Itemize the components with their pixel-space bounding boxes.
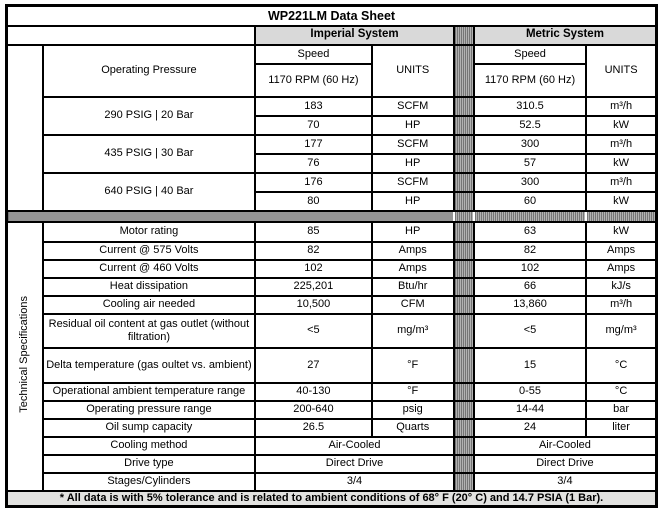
pressure-row-label: 640 PSIG | 40 Bar: [43, 173, 256, 211]
spec-param: Operational ambient temperature range: [43, 383, 256, 401]
unit-cell: kW: [586, 192, 656, 211]
value-cell: 80: [255, 192, 371, 211]
unit-cell: HP: [372, 192, 454, 211]
value-cell: 300: [474, 173, 586, 192]
section-divider-band: [454, 211, 474, 222]
spec-unit: Amps: [586, 242, 656, 260]
pressure-row-label: 290 PSIG | 20 Bar: [43, 97, 256, 135]
column-divider: [454, 154, 474, 173]
imperial-rpm-label: 1170 RPM (60 Hz): [255, 64, 371, 97]
metric-speed-label: Speed: [474, 45, 586, 64]
spec-unit: Btu/hr: [372, 278, 454, 296]
technical-specifications-text: Technical Specifications: [18, 295, 31, 413]
column-divider: [454, 26, 474, 45]
data-sheet-table: [5, 4, 658, 508]
column-divider: [454, 260, 474, 278]
unit-cell: SCFM: [372, 97, 454, 116]
column-divider: [454, 314, 474, 348]
unit-cell: m³/h: [586, 173, 656, 192]
spec-value: 15: [474, 348, 586, 383]
spec-value: 40-130: [255, 383, 371, 401]
section-divider-band: [7, 211, 454, 222]
spec-value: 13,860: [474, 296, 586, 314]
unit-cell: kW: [586, 116, 656, 135]
metric-rpm-label: 1170 RPM (60 Hz): [474, 64, 586, 97]
spec-value: 225,201: [255, 278, 371, 296]
column-divider: [454, 296, 474, 314]
spec-param: Cooling method: [43, 437, 256, 455]
merged-value: Direct Drive: [474, 455, 657, 473]
imperial-system-header: Imperial System: [255, 26, 454, 45]
spec-value: 10,500: [255, 296, 371, 314]
spec-unit: °F: [372, 348, 454, 383]
spec-unit: liter: [586, 419, 656, 437]
value-cell: 177: [255, 135, 371, 154]
spec-value: 82: [255, 242, 371, 260]
unit-cell: HP: [372, 116, 454, 135]
spec-param: Delta temperature (gas oultet vs. ambient): [43, 348, 256, 383]
unit-cell: SCFM: [372, 173, 454, 192]
value-cell: 60: [474, 192, 586, 211]
spec-value: 27: [255, 348, 371, 383]
column-divider: [454, 278, 474, 296]
spec-param: Current @ 575 Volts: [43, 242, 256, 260]
column-divider: [454, 97, 474, 116]
spec-param: Residual oil content at gas outlet (without filtration): [43, 314, 256, 348]
column-divider: [454, 192, 474, 211]
column-divider: [454, 419, 474, 437]
unit-cell: m³/h: [586, 97, 656, 116]
spec-unit: m³/h: [586, 296, 656, 314]
unit-cell: SCFM: [372, 135, 454, 154]
spec-unit: bar: [586, 401, 656, 419]
footnote: * All data is with 5% tolerance and is related to ambient conditions of 68° F (20° C) and 14.7 PSIA (1 Bar).: [7, 491, 657, 507]
spec-param: Operating pressure range: [43, 401, 256, 419]
value-cell: 52.5: [474, 116, 586, 135]
merged-value: Air-Cooled: [255, 437, 454, 455]
spec-unit: Amps: [372, 242, 454, 260]
section-divider-band: [586, 211, 656, 222]
spec-value: 200-640: [255, 401, 371, 419]
column-divider: [454, 348, 474, 383]
column-divider: [454, 401, 474, 419]
spec-unit: Amps: [586, 260, 656, 278]
value-cell: 57: [474, 154, 586, 173]
column-divider: [454, 242, 474, 260]
column-divider: [454, 173, 474, 192]
metric-system-header: Metric System: [474, 26, 657, 45]
imperial-units-label: UNITS: [372, 45, 454, 97]
value-cell: 183: [255, 97, 371, 116]
spec-param: Stages/Cylinders: [43, 473, 256, 491]
spec-value: 102: [474, 260, 586, 278]
spec-unit: °C: [586, 383, 656, 401]
metric-units-label: UNITS: [586, 45, 656, 97]
spec-value: 63: [474, 222, 586, 242]
column-divider: [454, 222, 474, 242]
spec-param: Motor rating: [43, 222, 256, 242]
value-cell: 76: [255, 154, 371, 173]
merged-value: 3/4: [255, 473, 454, 491]
spec-value: <5: [255, 314, 371, 348]
column-divider: [454, 473, 474, 491]
unit-cell: m³/h: [586, 135, 656, 154]
value-cell: 300: [474, 135, 586, 154]
spec-value: 24: [474, 419, 586, 437]
column-divider: [454, 437, 474, 455]
unit-cell: kW: [586, 154, 656, 173]
spec-value: 66: [474, 278, 586, 296]
spec-unit: psig: [372, 401, 454, 419]
spec-unit: HP: [372, 222, 454, 242]
sheet-title: WP221LM Data Sheet: [7, 6, 657, 26]
column-divider: [454, 135, 474, 154]
spec-unit: mg/m³: [586, 314, 656, 348]
spec-unit: mg/m³: [372, 314, 454, 348]
spec-value: <5: [474, 314, 586, 348]
spec-unit: CFM: [372, 296, 454, 314]
spec-param: Oil sump capacity: [43, 419, 256, 437]
spec-value: 14-44: [474, 401, 586, 419]
section-divider-band: [474, 211, 586, 222]
column-divider: [454, 455, 474, 473]
spec-value: 82: [474, 242, 586, 260]
spec-value: 0-55: [474, 383, 586, 401]
unit-cell: HP: [372, 154, 454, 173]
spec-unit: Quarts: [372, 419, 454, 437]
pressure-row-label: 435 PSIG | 30 Bar: [43, 135, 256, 173]
value-cell: 176: [255, 173, 371, 192]
empty-corner-cell: [7, 26, 256, 45]
spec-unit: Amps: [372, 260, 454, 278]
spec-param: Drive type: [43, 455, 256, 473]
merged-value: 3/4: [474, 473, 657, 491]
spec-unit: kJ/s: [586, 278, 656, 296]
spec-param: Heat dissipation: [43, 278, 256, 296]
operating-pressure-label: Operating Pressure: [43, 45, 256, 97]
value-cell: 70: [255, 116, 371, 135]
column-divider: [454, 383, 474, 401]
technical-specifications-section-label: [7, 222, 43, 491]
top-left-spacer-cell: [7, 45, 43, 211]
column-divider: [454, 45, 474, 97]
spec-unit: °C: [586, 348, 656, 383]
imperial-speed-label: Speed: [255, 45, 371, 64]
spec-param: Current @ 460 Volts: [43, 260, 256, 278]
column-divider: [454, 116, 474, 135]
spec-unit: °F: [372, 383, 454, 401]
spec-value: 26.5: [255, 419, 371, 437]
merged-value: Direct Drive: [255, 455, 454, 473]
spec-param: Cooling air needed: [43, 296, 256, 314]
spec-unit: kW: [586, 222, 656, 242]
value-cell: 310.5: [474, 97, 586, 116]
spec-value: 102: [255, 260, 371, 278]
spec-value: 85: [255, 222, 371, 242]
merged-value: Air-Cooled: [474, 437, 657, 455]
